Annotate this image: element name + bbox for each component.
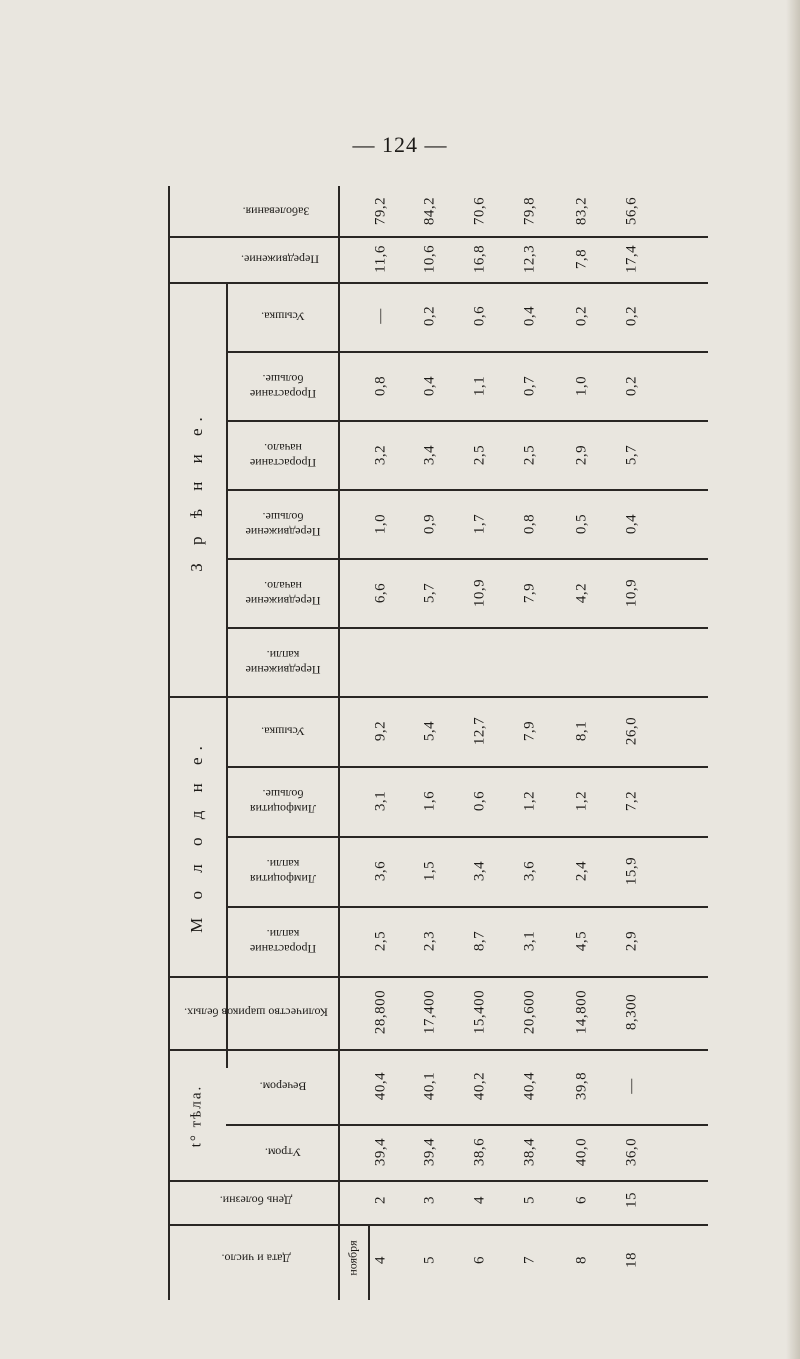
cell-den-bolezni-6: 15 [623,1192,640,1208]
cell-zrenie-prorastanie-nachalo-3: 2,5 [471,444,488,466]
cell-zrenie-peredvizhenie-bolshe-4: 0,8 [521,513,538,535]
rule [168,696,708,698]
rule [168,282,708,284]
date-header: ноября [345,1240,360,1276]
cell-zrenie-peredvizhenie-nachalo-3: 10,9 [471,578,488,608]
cell-den-bolezni-4: 5 [521,1196,538,1204]
cell-peredvizhenie-5: 7,8 [573,248,590,270]
cell-shariki-2: 17,400 [421,989,438,1035]
cell-shariki-6: 8,300 [623,993,640,1031]
cell-utro-5: 40,0 [573,1137,590,1167]
cell-zrenie-peredvizhenie-bolshe-1: 1,0 [372,513,389,535]
cell-molod-usyshka-2: 5,4 [421,720,438,742]
cell-data-1: 4 [372,1256,389,1264]
cell-molod-usyshka-6: 26,0 [623,716,640,746]
row-label-shariki: Количество шариков белых. [184,1005,328,1020]
cell-zrenie-usyshka-4: 0,4 [521,305,538,327]
cell-zabolevaniya-6: 56,6 [623,196,640,226]
cell-zrenie-peredvizhenie-nachalo-6: 10,9 [623,578,640,608]
cell-zrenie-usyshka-2: 0,2 [421,305,438,327]
page-edge [786,0,800,1359]
cell-zrenie-prorastanie-bolshe-4: 0,7 [521,375,538,397]
cell-zrenie-usyshka-5: 0,2 [573,305,590,327]
cell-zrenie-peredvizhenie-nachalo-5: 4,2 [573,582,590,604]
cell-data-2: 5 [421,1256,438,1264]
row-label-den-bolezni: День болезни. [219,1193,293,1208]
row-label-zrenie-prorastanie-bolshe: Прорастание больше. [249,372,317,401]
cell-molod-limfa-bolshe-1: 3,1 [372,790,389,812]
cell-data-3: 6 [471,1256,488,1264]
cell-molod-limfa-kapli-3: 3,4 [471,860,488,882]
cell-shariki-4: 20,600 [521,989,538,1035]
cell-zabolevaniya-5: 83,2 [573,196,590,226]
rule [168,1049,708,1051]
cell-zrenie-peredvizhenie-nachalo-1: 6,6 [372,582,389,604]
cell-zrenie-peredvizhenie-nachalo-2: 5,7 [421,582,438,604]
group-label-zrenie: З р ѣ н и е. [187,410,206,572]
cell-molod-prorastanie-kapli-1: 2,5 [372,930,389,952]
cell-molod-limfa-bolshe-2: 1,6 [421,790,438,812]
row-label-molod-limfa-kapli: Лимфоцития капли. [250,857,316,886]
row-label-peredvizhenie: Передвижение. [241,252,319,267]
cell-molod-limfa-kapli-2: 1,5 [421,860,438,882]
cell-data-4: 7 [521,1256,538,1264]
cell-vecher-4: 40,4 [521,1071,538,1101]
cell-molod-usyshka-4: 7,9 [521,720,538,742]
cell-vecher-6: — [623,1078,640,1094]
cell-zrenie-peredvizhenie-bolshe-6: 0,4 [623,513,640,535]
cell-zrenie-prorastanie-bolshe-6: 0,2 [623,375,640,397]
cell-zrenie-peredvizhenie-bolshe-5: 0,5 [573,513,590,535]
cell-zrenie-prorastanie-bolshe-2: 0,4 [421,375,438,397]
group-label-temp: t° тѣла. [188,1084,205,1148]
cell-zrenie-usyshka-6: 0,2 [623,305,640,327]
cell-zabolevaniya-4: 79,8 [521,196,538,226]
cell-zrenie-prorastanie-nachalo-6: 5,7 [623,444,640,466]
cell-shariki-3: 15,400 [471,989,488,1035]
cell-molod-prorastanie-kapli-3: 8,7 [471,930,488,952]
row-label-molod-limfa-bolshe: Лимфоцития больше. [250,787,316,816]
cell-peredvizhenie-2: 10,6 [421,244,438,274]
cell-zrenie-prorastanie-nachalo-2: 3,4 [421,444,438,466]
cell-molod-usyshka-3: 12,7 [471,716,488,746]
cell-utro-4: 38,4 [521,1137,538,1167]
cell-molod-limfa-kapli-4: 3,6 [521,860,538,882]
cell-molod-usyshka-1: 9,2 [372,720,389,742]
cell-zabolevaniya-3: 70,6 [471,196,488,226]
data-table [168,186,708,1180]
cell-molod-limfa-kapli-1: 3,6 [372,860,389,882]
cell-zrenie-prorastanie-nachalo-5: 2,9 [573,444,590,466]
cell-zrenie-peredvizhenie-bolshe-2: 0,9 [421,513,438,535]
cell-molod-prorastanie-kapli-4: 3,1 [521,930,538,952]
cell-den-bolezni-3: 4 [471,1196,488,1204]
cell-peredvizhenie-3: 16,8 [471,244,488,274]
cell-molod-prorastanie-kapli-6: 2,9 [623,930,640,952]
rule [168,236,708,238]
row-label-zrenie-peredvizhenie-kapli: Передвижение капли. [245,648,321,677]
row-label-zrenie-peredvizhenie-nachalo: Передвижение начало. [245,579,321,608]
cell-zrenie-usyshka-1: — [372,308,389,324]
cell-zabolevaniya-1: 79,2 [372,196,389,226]
cell-molod-limfa-bolshe-3: 0,6 [471,790,488,812]
cell-utro-2: 39,4 [421,1137,438,1167]
cell-data-5: 8 [573,1256,590,1264]
header-zabolevaniya: Заболевания. [242,204,310,219]
cell-den-bolezni-1: 2 [372,1196,389,1204]
cell-molod-limfa-bolshe-6: 7,2 [623,790,640,812]
cell-data-6: 18 [623,1252,640,1268]
cell-zrenie-prorastanie-bolshe-3: 1,1 [471,375,488,397]
cell-den-bolezni-5: 6 [573,1196,590,1204]
cell-zrenie-prorastanie-bolshe-1: 0,8 [372,375,389,397]
cell-utro-1: 39,4 [372,1137,389,1167]
row-label-utro: Утром. [264,1145,302,1160]
cell-zrenie-prorastanie-nachalo-4: 2,5 [521,444,538,466]
cell-utro-6: 36,0 [623,1137,640,1167]
cell-molod-limfa-bolshe-5: 1,2 [573,790,590,812]
cell-zrenie-peredvizhenie-bolshe-3: 1,7 [471,513,488,535]
row-label-molod-prorastanie-kapli: Прорастание капли. [249,927,317,956]
row-label-zrenie-prorastanie-nachalo: Прорастание начало. [249,441,317,470]
cell-peredvizhenie-1: 11,6 [372,245,389,273]
row-label-data: Дата и число. [221,1251,291,1266]
rule [168,976,708,978]
cell-vecher-2: 40,1 [421,1071,438,1101]
cell-zrenie-prorastanie-nachalo-1: 3,2 [372,444,389,466]
cell-molod-limfa-kapli-6: 15,9 [623,856,640,886]
cell-den-bolezni-2: 3 [421,1196,438,1204]
cell-shariki-5: 14,800 [573,989,590,1035]
cell-molod-usyshka-5: 8,1 [573,720,590,742]
row-label-zrenie-peredvizhenie-bolshe: Передвижение больше. [245,510,321,539]
cell-shariki-1: 28,800 [372,989,389,1035]
cell-molod-limfa-kapli-5: 2,4 [573,860,590,882]
cell-zrenie-usyshka-3: 0,6 [471,305,488,327]
cell-vecher-5: 39,8 [573,1071,590,1101]
row-label-zrenie-usyshka: Усышка. [261,309,305,324]
group-label-molod: М о л о д н е. [187,739,206,933]
cell-zabolevaniya-2: 84,2 [421,196,438,226]
cell-zrenie-prorastanie-bolshe-5: 1,0 [573,375,590,397]
cell-molod-prorastanie-kapli-5: 4,5 [573,930,590,952]
cell-utro-3: 38,6 [471,1137,488,1167]
cell-molod-prorastanie-kapli-2: 2,3 [421,930,438,952]
row-label-molod-usyshka: Усышка. [261,724,305,739]
cell-vecher-1: 40,4 [372,1071,389,1101]
cell-zrenie-peredvizhenie-nachalo-4: 7,9 [521,582,538,604]
page-number: — 124 — [352,132,448,157]
cell-peredvizhenie-4: 12,3 [521,244,538,274]
row-label-vecher: Вечером. [259,1079,307,1094]
cell-molod-limfa-bolshe-4: 1,2 [521,790,538,812]
cell-vecher-3: 40,2 [471,1071,488,1101]
cell-peredvizhenie-6: 17,4 [623,244,640,274]
